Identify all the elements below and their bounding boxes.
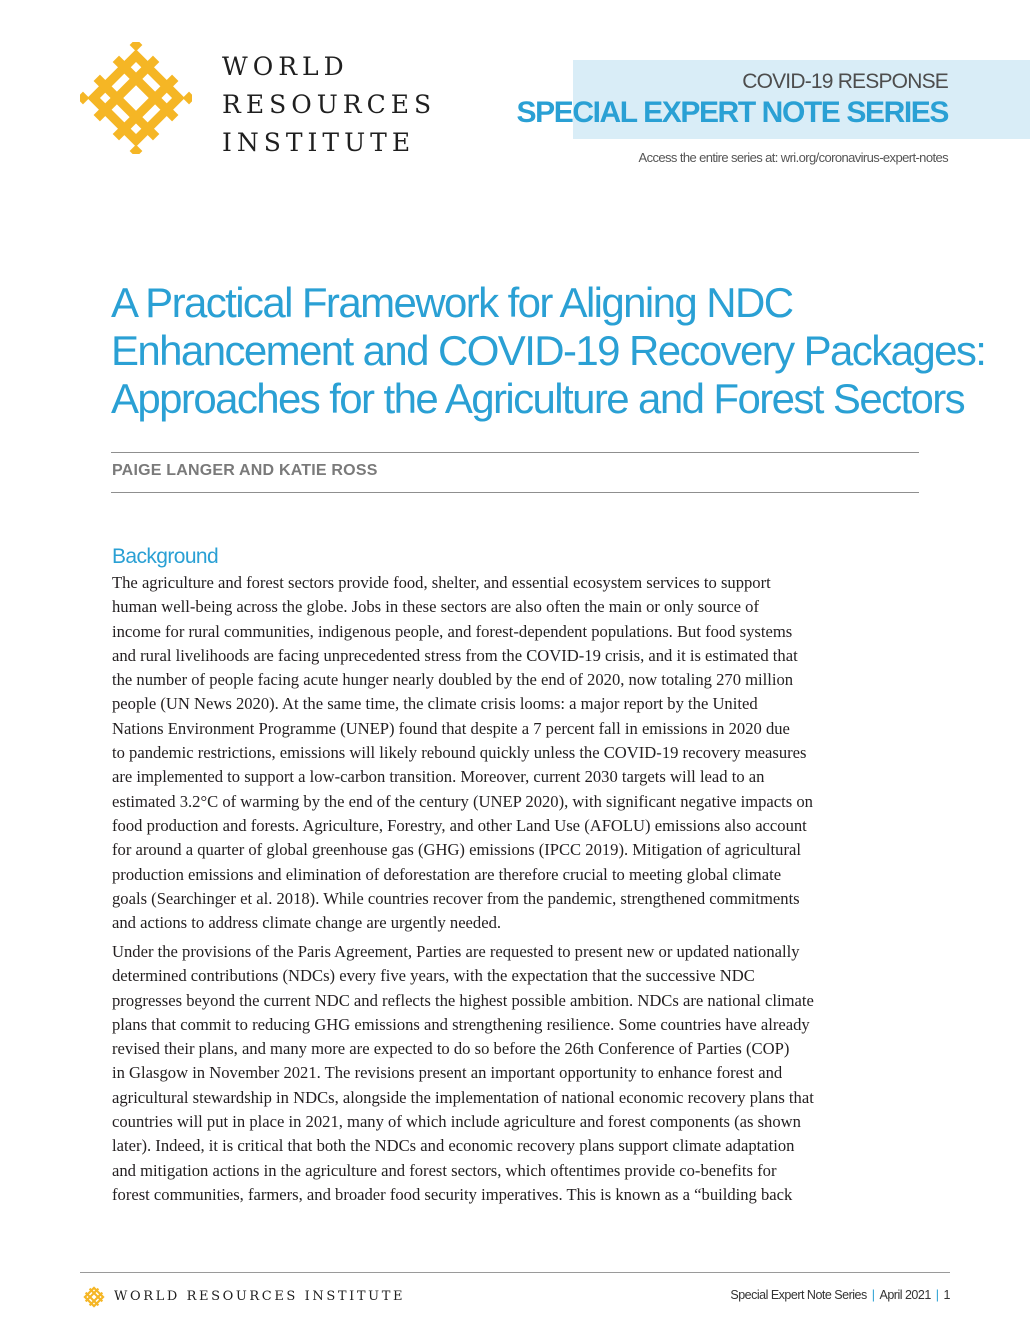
footer-meta — [730, 1288, 950, 1302]
divider-top — [111, 452, 919, 453]
divider-bottom — [111, 492, 919, 493]
text-line: are implemented to support a low-carbon transition. Moreover, current 2030 targets will lead to an — [112, 767, 765, 787]
text-line: and mitigation actions in the agriculture and forest sectors, which oftentimes provide co-benefits for — [112, 1160, 777, 1180]
title-line: A Practical Framework for Aligning NDC — [111, 279, 793, 326]
footer-date: April 2021 — [879, 1288, 931, 1302]
text-line: goals (Searchinger et al. 2018). While countries recover from the pandemic, strengthened commitments — [112, 888, 800, 908]
text-line: The agriculture and forest sectors provide food, shelter, and essential ecosystem services to support — [112, 573, 771, 592]
wordmark-line-2: RESOURCES — [222, 90, 437, 119]
text-line: production emissions and elimination of deforestation are therefore crucial to meeting global climate — [112, 864, 782, 884]
title-line: Enhancement and COVID-19 Recovery Packages: — [111, 327, 986, 374]
wri-logo-small-icon — [82, 1285, 106, 1309]
text-line: and rural livelihoods are facing unprecedented stress from the COVID-19 crisis, and it is estimated that — [112, 645, 798, 665]
footer-separator: | — [935, 1288, 939, 1302]
text-line: in Glasgow in November 2021. The revisions present an important opportunity to enhance forest and — [112, 1063, 783, 1083]
text-line: revised their plans, and many more are expected to do so before the 26th Conference of Parties (COP) — [112, 1039, 790, 1059]
footer-divider — [80, 1272, 950, 1273]
text-line: Under the provisions of the Paris Agreement, Parties are requested to present new or updated nationally — [112, 942, 800, 961]
footer-separator: | — [871, 1288, 875, 1302]
text-line: for around a quarter of global greenhouse gas (GHG) emissions (IPCC 2019). Mitigation of agricultural — [112, 840, 801, 860]
paragraph-1 — [112, 571, 932, 935]
text-line: agricultural stewardship in NDCs, alongside the implementation of national economic recovery plans that — [112, 1087, 814, 1107]
text-line: income for rural communities, indigenous people, and forest-dependent populations. But food systems — [112, 621, 793, 641]
wri-wordmark — [222, 48, 436, 162]
series-kicker: COVID-19 RESPONSE — [742, 70, 948, 93]
text-line: Nations Environment Programme (UNEP) found that despite a 7 percent fall in emissions in 2020 due — [112, 718, 790, 738]
paragraph-2 — [112, 940, 932, 1207]
page-number: 1 — [943, 1288, 950, 1302]
text-line: food production and forests. Agriculture, Forestry, and other Land Use (AFOLU) emissions also account — [112, 815, 807, 835]
text-line: countries will put in place in 2021, many of which include agriculture and forest components (as shown — [112, 1112, 801, 1132]
authors: PAIGE LANGER AND KATIE ROSS — [112, 462, 378, 479]
text-line: forest communities, farmers, and broader food security imperatives. This is known as a “building back — [112, 1184, 793, 1204]
text-line: to pandemic restrictions, emissions will likely rebound quickly unless the COVID-19 recovery measures — [112, 743, 807, 763]
text-line: the number of people facing acute hunger nearly doubled by the end of 2020, now totaling 270 million — [112, 670, 794, 690]
footer-series: Special Expert Note Series — [730, 1288, 867, 1302]
wri-logo-icon — [80, 42, 192, 154]
title-line: Approaches for the Agriculture and Forest Sectors — [111, 375, 965, 422]
series-access-link[interactable]: Access the entire series at: wri.org/coronavirus-expert-notes — [638, 150, 948, 165]
text-line: determined contributions (NDCs) every five years, with the expectation that the successive NDC — [112, 966, 755, 986]
text-line: estimated 3.2°C of warming by the end of the century (UNEP 2020), with significant negative impacts on — [112, 791, 813, 811]
wordmark-line-3: INSTITUTE — [222, 128, 416, 157]
footer-org-name: WORLD RESOURCES INSTITUTE — [114, 1289, 406, 1304]
text-line: progresses beyond the current NDC and reflects the highest possible ambition. NDCs are national climate — [112, 990, 814, 1010]
section-heading: Background — [112, 545, 219, 568]
text-line: and actions to address climate change are urgently needed. — [112, 913, 502, 933]
document-title — [111, 279, 986, 423]
series-title: SPECIAL EXPERT NOTE SERIES — [516, 96, 948, 129]
wordmark-line-1: WORLD — [222, 52, 349, 81]
text-line: later). Indeed, it is critical that both the NDCs and economic recovery plans support climate adaptation — [112, 1136, 795, 1156]
text-line: plans that commit to reducing GHG emissions and strengthening resilience. Some countries have already — [112, 1014, 810, 1034]
text-line: human well-being across the globe. Jobs in these sectors are also often the main or only source of — [112, 597, 759, 617]
text-line: people (UN News 2020). At the same time, the climate crisis looms: a major report by the United — [112, 694, 758, 714]
